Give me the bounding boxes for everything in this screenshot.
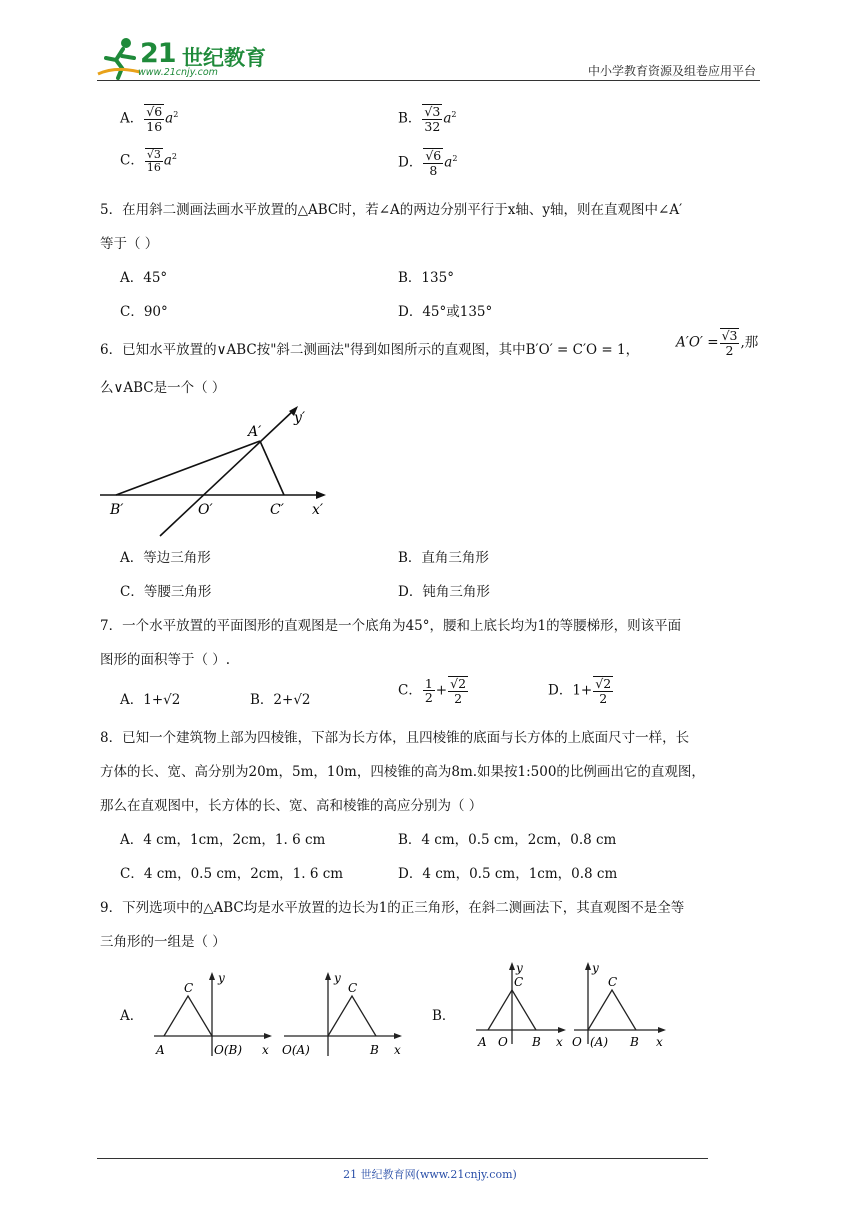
- q9-figure-b1: [472, 958, 572, 1054]
- logo-text: 世纪教育: [182, 46, 266, 70]
- site-logo: [96, 36, 266, 80]
- q7-stem-line2: 图形的面积等于（ ）.: [100, 652, 231, 668]
- q6-stem-line2: 么∨ABC是一个（ ）: [100, 380, 226, 396]
- q8-option-c: C．4 cm，0.5 cm，2cm，1. 6 cm: [120, 866, 344, 882]
- svg-text:y: y: [218, 971, 225, 985]
- logo-number: 21: [140, 38, 176, 69]
- label-a-prime: A′: [248, 424, 262, 440]
- runner-icon: [96, 36, 142, 80]
- q4-option-b: B． $\frac{√3}{32}$ $a^2$: [398, 104, 457, 134]
- svg-text:O: O: [572, 1035, 582, 1049]
- q4-option-c: C． $\frac{√3}{16}$ $a^2$: [120, 148, 178, 175]
- svg-text:O(B): O(B): [214, 1043, 243, 1057]
- svg-text:A: A: [156, 1043, 165, 1057]
- svg-text:y: y: [516, 961, 523, 975]
- q6-option-b: B．直角三角形: [398, 550, 489, 566]
- svg-text:C: C: [514, 975, 524, 989]
- footer-link[interactable]: 21 世纪教育网(www.21cnjy.com): [343, 1168, 517, 1181]
- svg-text:C: C: [184, 981, 194, 995]
- label-x-prime: x′: [312, 502, 324, 518]
- svg-text:B: B: [370, 1043, 379, 1057]
- svg-text:O(A): O(A): [282, 1043, 310, 1057]
- q9-figure-a2: [280, 966, 408, 1060]
- q5-option-a: A．45°: [120, 270, 168, 286]
- q9-figure-b2: [570, 958, 674, 1054]
- q9-stem-line1: 9．下列选项中的△ABC均是水平放置的边长为1的正三角形，在斜二测画法下，其直观图不是全等: [100, 900, 685, 916]
- header-divider: [97, 80, 760, 81]
- q4-option-d: D． $\frac{√6}{8}$ $a^2$: [398, 148, 458, 178]
- q9-option-a-label: A．: [120, 1008, 144, 1024]
- q8-option-a: A．4 cm，1cm，2cm，1. 6 cm: [120, 832, 326, 848]
- q7-option-b: B．2+√2: [250, 692, 311, 708]
- label-b-prime: B′: [110, 502, 124, 518]
- q7-stem-line1: 7．一个水平放置的平面图形的直观图是一个底角为45°，腰和上底长均为1的等腰梯形，则该平面: [100, 618, 682, 634]
- q6-option-d: D．钝角三角形: [398, 584, 490, 600]
- q8-stem-line2: 方体的长、宽、高分别为20m，5m，10m，四棱锥的高为8m.如果按1:500的比例画出它的直观图，: [100, 764, 705, 780]
- q6-option-a: A．等边三角形: [120, 550, 211, 566]
- svg-text:B: B: [532, 1035, 541, 1049]
- svg-text:x: x: [394, 1043, 401, 1057]
- svg-text:x: x: [262, 1043, 269, 1057]
- q6-given-fraction: A′O′ = $\frac{√3}{2}$ ,那: [676, 328, 759, 358]
- q9-figure-a1: [150, 966, 276, 1060]
- q8-stem-line1: 8．已知一个建筑物上部为四棱锥，下部为长方体，且四棱锥的底面与长方体的上底面尺寸一样，长: [100, 730, 690, 746]
- q8-option-d: D．4 cm，0.5 cm，1cm，0.8 cm: [398, 866, 618, 882]
- q8-stem-line3: 那么在直观图中，长方体的长、宽、高和棱锥的高应分别为（ ）: [100, 798, 483, 814]
- svg-text:x: x: [656, 1035, 663, 1049]
- q4-option-a: A． $\frac{√6}{16}$ $a^2$: [120, 104, 179, 134]
- q8-option-b: B．4 cm，0.5 cm，2cm，0.8 cm: [398, 832, 617, 848]
- q9-option-b-label: B．: [432, 1008, 456, 1024]
- svg-text:C: C: [348, 981, 358, 995]
- svg-text:(A): (A): [590, 1035, 609, 1049]
- q5-option-c: C．90°: [120, 304, 168, 320]
- svg-text:A: A: [478, 1035, 487, 1049]
- svg-text:B: B: [630, 1035, 639, 1049]
- q5-stem-line2: 等于（ ）: [100, 236, 159, 252]
- q9-stem-line2: 三角形的一组是（ ）: [100, 934, 226, 950]
- q6-option-c: C．等腰三角形: [120, 584, 212, 600]
- q5-option-b: B．135°: [398, 270, 454, 286]
- q5-option-d: D．45°或135°: [398, 304, 493, 320]
- q7-option-a: A．1+√2: [120, 692, 181, 708]
- q6-stem-line1: 6．已知水平放置的∨ABC按"斜二测画法"得到如图所示的直观图，其中B′O′ = C′O = 1，: [100, 342, 640, 358]
- svg-text:C: C: [608, 975, 618, 989]
- label-c-prime: C′: [270, 502, 284, 518]
- q7-option-d: D．1+ $\frac{√2}{2}$: [548, 676, 612, 706]
- svg-text:y: y: [334, 971, 341, 985]
- q5-stem-line1: 5．在用斜二测画法画水平放置的△ABC时，若∠A的两边分别平行于x轴、y轴，则在直观图中∠A′: [100, 202, 683, 218]
- svg-text:y: y: [592, 961, 599, 975]
- q6-oblique-figure: [98, 398, 338, 538]
- q7-option-c: C． $\frac{1}{2}$ + $\frac{√2}{2}$: [398, 675, 467, 706]
- label-o-prime: O′: [198, 502, 213, 518]
- svg-text:x: x: [556, 1035, 563, 1049]
- label-y-prime: y′: [294, 410, 306, 426]
- svg-text:O: O: [498, 1035, 508, 1049]
- footer-divider: [97, 1158, 708, 1159]
- site-tagline: 中小学教育资源及组卷应用平台: [587, 64, 756, 78]
- logo-url: www.21cnjy.com: [138, 67, 218, 78]
